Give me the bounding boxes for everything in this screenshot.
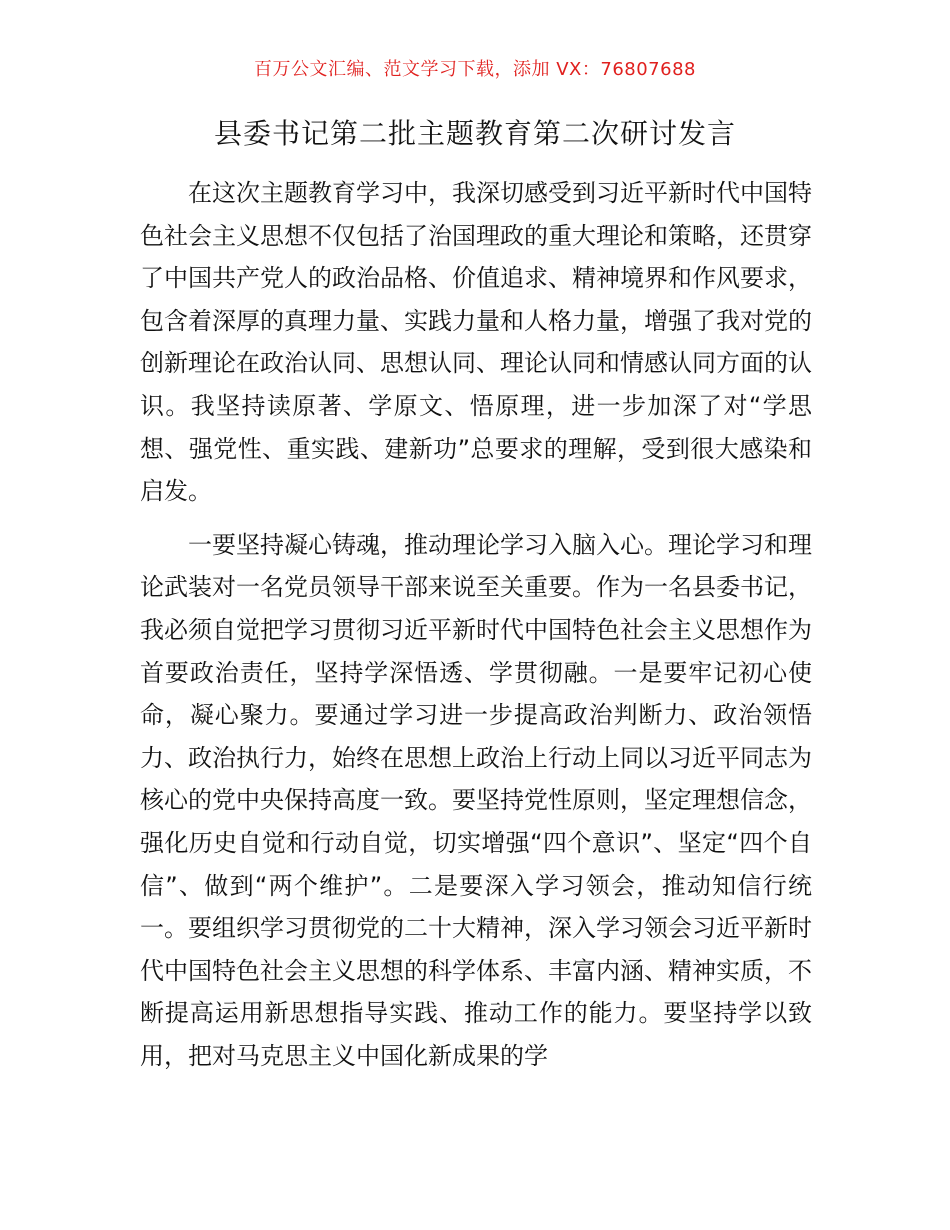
document-body xyxy=(140,172,812,1077)
document-title: 县委书记第二批主题教育第二次研讨发言 xyxy=(213,117,736,150)
header-watermark-note: 百万公文汇编、范文学习下载，添加 VX：76807688 xyxy=(254,59,696,80)
paragraph-intro: 在这次主题教育学习中，我深切感受到习近平新时代中国特色社会主义思想不仅包括了治国理政的重大理论和策略，还贯穿了中国共产党人的政治品格、价值追求、精神境界和作风要求，包含着深厚的真理力量、实践力量和人格力量，增强了我对党的创新理论在政治认同、思想认同、理论认同和情感认同方面的认识。我坚持读原著、学原文、悟原理，进一步加深了对“学思想、强党性、重实践、建新功”总要求的理解，受到很大感染和启发。 xyxy=(140,179,812,506)
paragraph-point-one: 一要坚持凝心铸魂，推动理论学习入脑入心。理论学习和理论武装对一名党员领导干部来说至关重要。作为一名县委书记，我必须自觉把学习贯彻习近平新时代中国特色社会主义思想作为首要政治责任，坚持学深悟透、学贯彻融。一是要牢记初心使命，凝心聚力。要通过学习进一步提高政治判断力、政治领悟力、政治执行力，始终在思想上政治上行动上同以习近平同志为核心的党中央保持高度一致。要坚持党性原则，坚定理想信念，强化历史自觉和行动自觉，切实增强“四个意识”、坚定“四个自信”、做到“两个维护”。二是要深入学习领会，推动知信行统一。要组织学习贯彻党的二十大精神，深入学习领会习近平新时代中国特色社会主义思想的科学体系、丰富内涵、精神实质，不断提高运用新思想指导实践、推动工作的能力。要坚持学以致用，把对马克思主义中国化新成果的学 xyxy=(140,530,812,1070)
